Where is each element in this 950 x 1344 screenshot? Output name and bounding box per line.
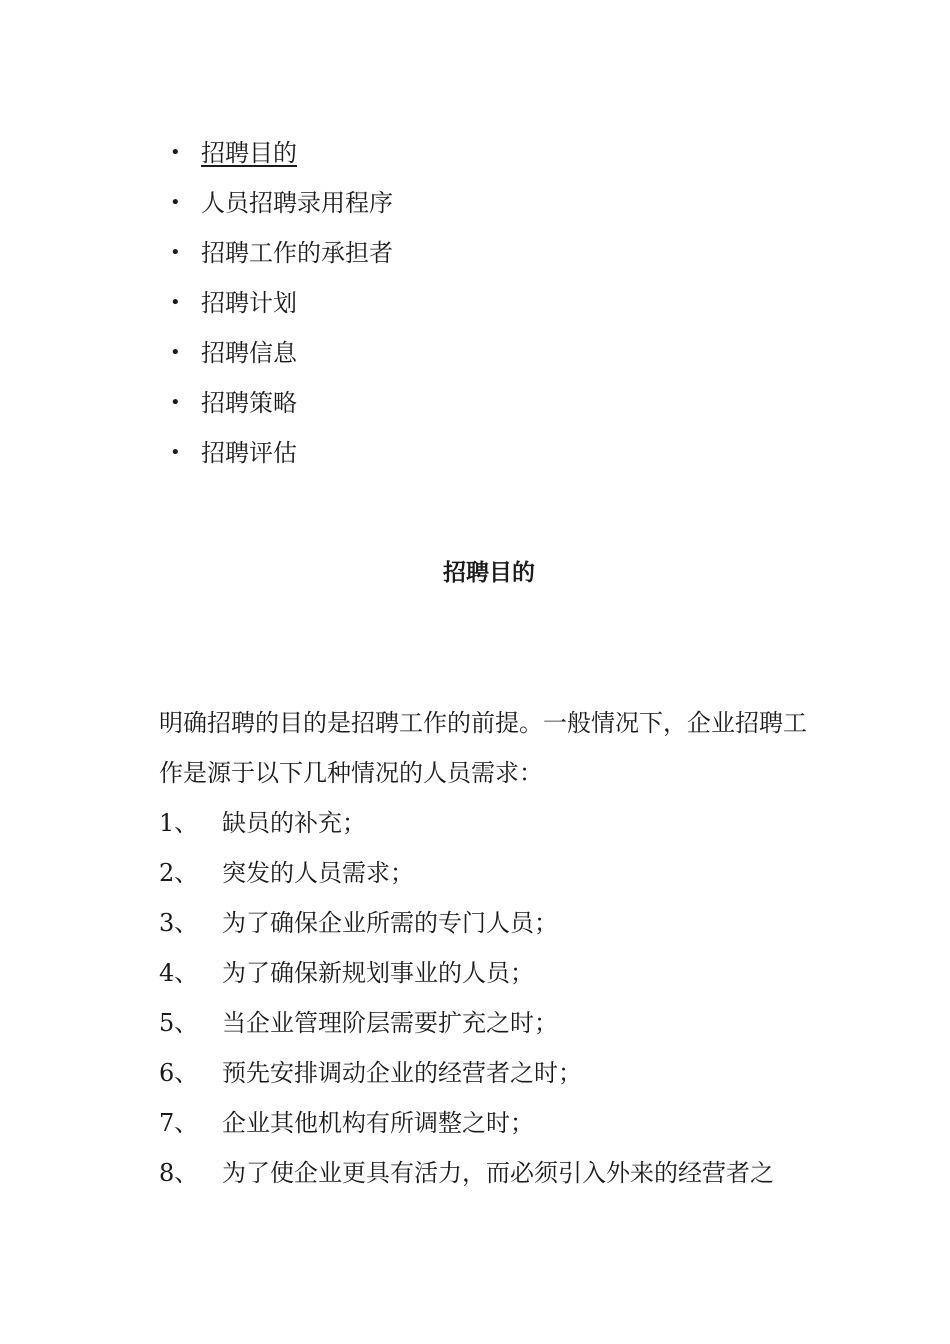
- list-item-text: 突发的人员需求；: [222, 859, 414, 887]
- list-item: [0, 998, 950, 1048]
- list-item: [0, 1048, 950, 1098]
- list-item-number: 4、: [159, 959, 199, 987]
- toc-item-purpose[interactable]: [0, 128, 950, 178]
- section-heading: 招聘目的: [443, 560, 535, 586]
- toc-label-procedure: 人员招聘录用程序: [201, 189, 393, 217]
- toc-label-plan: 招聘计划: [201, 289, 297, 317]
- toc-item-evaluation: [0, 428, 950, 478]
- list-item-text: 预先安排调动企业的经营者之时；: [222, 1059, 582, 1087]
- list-item-text: 为了确保企业所需的专门人员；: [222, 909, 558, 937]
- bullet-icon: •: [170, 142, 181, 163]
- toc-label-information: 招聘信息: [201, 339, 297, 367]
- list-item-text: 企业其他机构有所调整之时；: [222, 1109, 534, 1137]
- list-item: [0, 898, 950, 948]
- toc-item-procedure: [0, 178, 950, 228]
- list-item-number: 8、: [159, 1159, 199, 1187]
- list-item-text: 为了使企业更具有活力，而必须引入外来的经营者之: [222, 1159, 774, 1187]
- toc-item-information: [0, 328, 950, 378]
- toc-item-strategy: [0, 378, 950, 428]
- list-item-number: 1、: [159, 809, 199, 837]
- toc-label-undertaker: 招聘工作的承担者: [201, 239, 393, 267]
- list-item-text: 为了确保新规划事业的人员；: [222, 959, 534, 987]
- list-item: [0, 1148, 950, 1198]
- bullet-icon: •: [170, 392, 181, 413]
- list-item: [0, 798, 950, 848]
- list-item-number: 5、: [159, 1009, 199, 1037]
- bullet-icon: •: [170, 442, 181, 463]
- intro-paragraph: 明确招聘的目的是招聘工作的前提。一般情况下，企业招聘工作是源于以下几种情况的人员需求：: [159, 709, 807, 787]
- list-item: [0, 848, 950, 898]
- toc-label-evaluation: 招聘评估: [201, 439, 297, 467]
- list-item-text: 当企业管理阶层需要扩充之时；: [222, 1009, 558, 1037]
- bullet-icon: •: [170, 292, 181, 313]
- list-item-number: 3、: [159, 909, 199, 937]
- list-item: [0, 1098, 950, 1148]
- toc-link-purpose[interactable]: 招聘目的: [201, 139, 297, 167]
- toc-item-plan: [0, 278, 950, 328]
- toc-label-strategy: 招聘策略: [201, 389, 297, 417]
- list-item: [0, 948, 950, 998]
- toc-item-undertaker: [0, 228, 950, 278]
- list-item-number: 7、: [159, 1109, 199, 1137]
- bullet-icon: •: [170, 192, 181, 213]
- table-of-contents: [0, 128, 950, 478]
- bullet-icon: •: [170, 242, 181, 263]
- list-item-text: 缺员的补充；: [222, 809, 366, 837]
- bullet-icon: •: [170, 342, 181, 363]
- numbered-list: [0, 798, 950, 1198]
- list-item-number: 2、: [159, 859, 199, 887]
- list-item-number: 6、: [159, 1059, 199, 1087]
